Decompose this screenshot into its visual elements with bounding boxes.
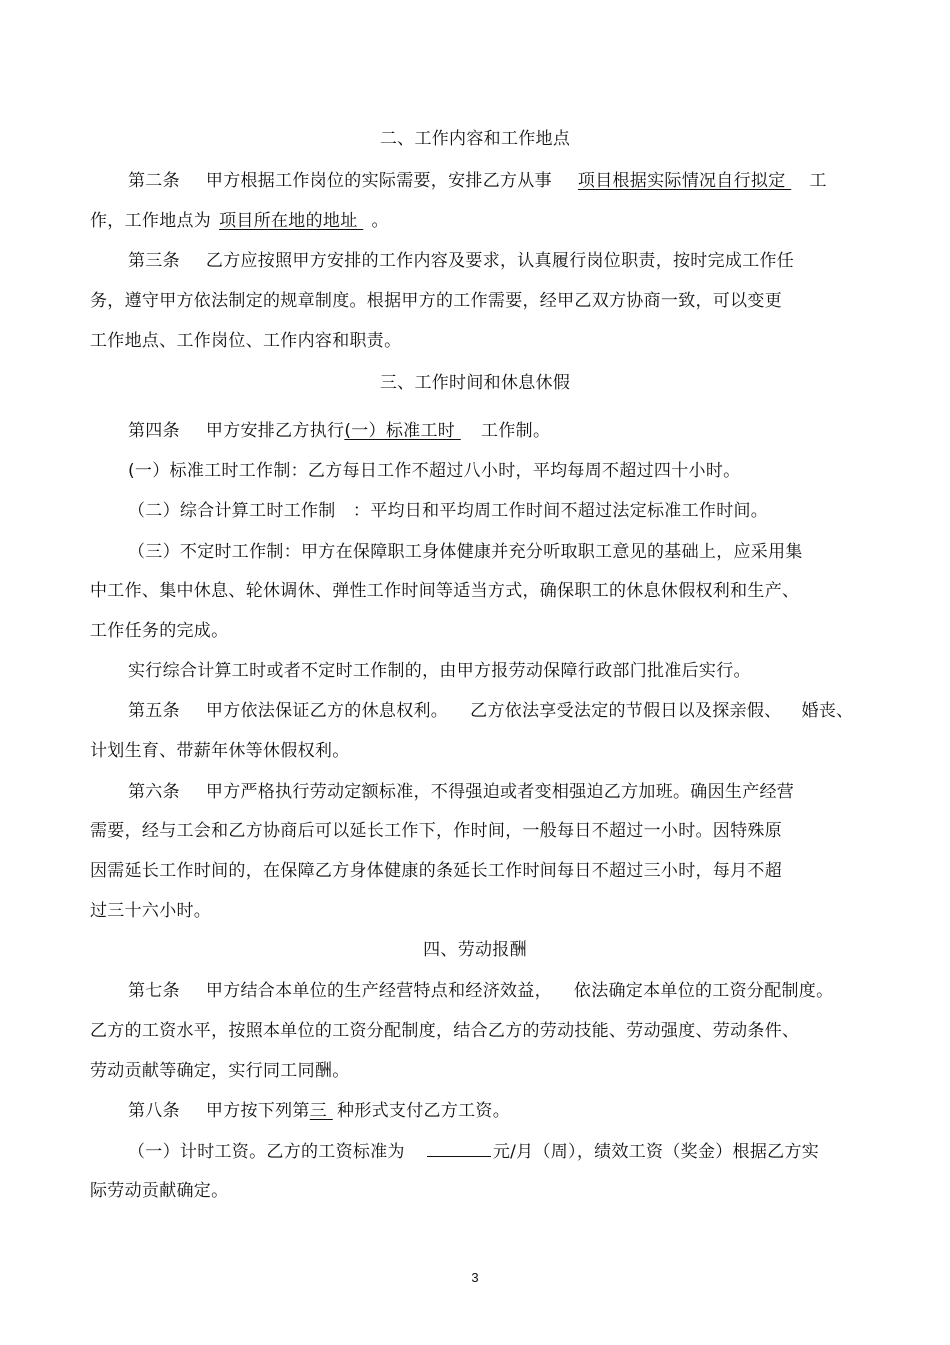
payment-form-field: 三: [309, 1101, 328, 1121]
section-heading-2: 二、工作内容和工作地点: [379, 129, 571, 149]
article-6-line-1: 第六条 甲方严格执行劳动定额标准，不得强迫或者变相强迫乙方加班。确因生产经营: [128, 782, 795, 802]
page-number: 3: [471, 1270, 479, 1285]
article-2-label: 第二条: [128, 171, 180, 191]
section-heading-4: 四、劳动报酬: [423, 940, 527, 960]
article-3-label: 第三条: [128, 251, 180, 271]
article-2-line-1: 第二条 甲方根据工作岗位的实际需要，安排乙方从事 项目根据实际情况自行拟定 工: [128, 171, 827, 191]
article-7-line-3: 劳动贡献等确定，实行同工同酬。: [90, 1061, 350, 1081]
item-flexible-hours-line-2: 中工作、集中休息、轮休调休、弹性工作时间等适当方式，确保职工的休息休假权利和生产、: [90, 581, 800, 601]
article-7-label: 第七条: [128, 981, 180, 1001]
article-3-line-3: 工作地点、工作岗位、工作内容和职责。: [90, 331, 402, 351]
article-2-line-2: 作，工作地点为 项目所在地的地址 。: [90, 211, 389, 231]
article-4-label: 第四条: [128, 421, 180, 441]
article-6-line-2: 需要，经与工会和乙方协商后可以延长工作下，作时间，一般每日不超过一小时。因特殊原: [90, 821, 782, 841]
article-8-line: 第八条 甲方按下列第三 种形式支付乙方工资。: [128, 1101, 511, 1121]
article-7-line-1: 第七条 甲方结合本单位的生产经营特点和经济效益， 依法确定本单位的工资分配制度。: [128, 981, 834, 1001]
article-6-line-3: 因需延长工作时间的，在保障乙方身体健康的条延长工作时间每日不超过三小时，每月不超: [90, 861, 782, 881]
item-standard-hours: (一）标准工时工作制：乙方每日工作不超过八小时，平均每周不超过四十小时。: [128, 461, 741, 481]
article-6-label: 第六条: [128, 782, 180, 802]
approval-note: 实行综合计算工时或者不定时工作制的，由甲方报劳动保障行政部门批准后实行。: [128, 661, 751, 681]
work-location-field: 项目所在地的地址: [219, 211, 358, 231]
article-7-line-2: 乙方的工资水平，按照本单位的工资分配制度，结合乙方的劳动技能、劳动强度、劳动条件、: [90, 1021, 800, 1041]
item-flexible-hours-line-1: （三）不定时工作制：甲方在保障职工身体健康并充分听取职工意见的基础上，应采用集: [128, 542, 803, 562]
job-field: 项目根据实际情况自行拟定: [577, 171, 786, 191]
article-3-line-2: 务，遵守甲方依法制定的规章制度。根据甲方的工作需要，经甲乙双方协商一致，可以变更: [90, 291, 782, 311]
article-5-line-1: 第五条 甲方依法保证乙方的休息权利。 乙方依法享受法定的节假日以及探亲假、 婚丧、: [128, 701, 854, 721]
article-8-label: 第八条: [128, 1101, 180, 1121]
wage-amount-blank: [427, 1140, 491, 1157]
item-comprehensive-hours: （二）综合计算工时工作制 ：平均日和平均周工作时间不超过法定标准工作时间。: [128, 501, 769, 521]
work-hour-system-field: (一）标准工时: [344, 421, 456, 441]
article-6-line-4: 过三十六小时。: [90, 901, 212, 921]
item-hourly-wage-line-1: （一）计时工资。乙方的工资标准为 元/月（周），绩效工资（奖金）根据乙方实: [128, 1142, 820, 1162]
section-heading-3: 三、工作时间和休息休假: [379, 373, 571, 393]
article-3-line-1: 第三条 乙方应按照甲方安排的工作内容及要求，认真履行岗位职责，按时完成工作任: [128, 251, 795, 271]
item-hourly-wage-line-2: 际劳动贡献确定。: [90, 1181, 229, 1201]
article-4-line: 第四条 甲方安排乙方执行(一）标准工时 工作制。: [128, 421, 551, 441]
article-5-line-2: 计划生育、带薪年休等休假权利。: [90, 741, 350, 761]
article-5-label: 第五条: [128, 701, 180, 721]
item-flexible-hours-line-3: 工作任务的完成。: [90, 621, 229, 641]
